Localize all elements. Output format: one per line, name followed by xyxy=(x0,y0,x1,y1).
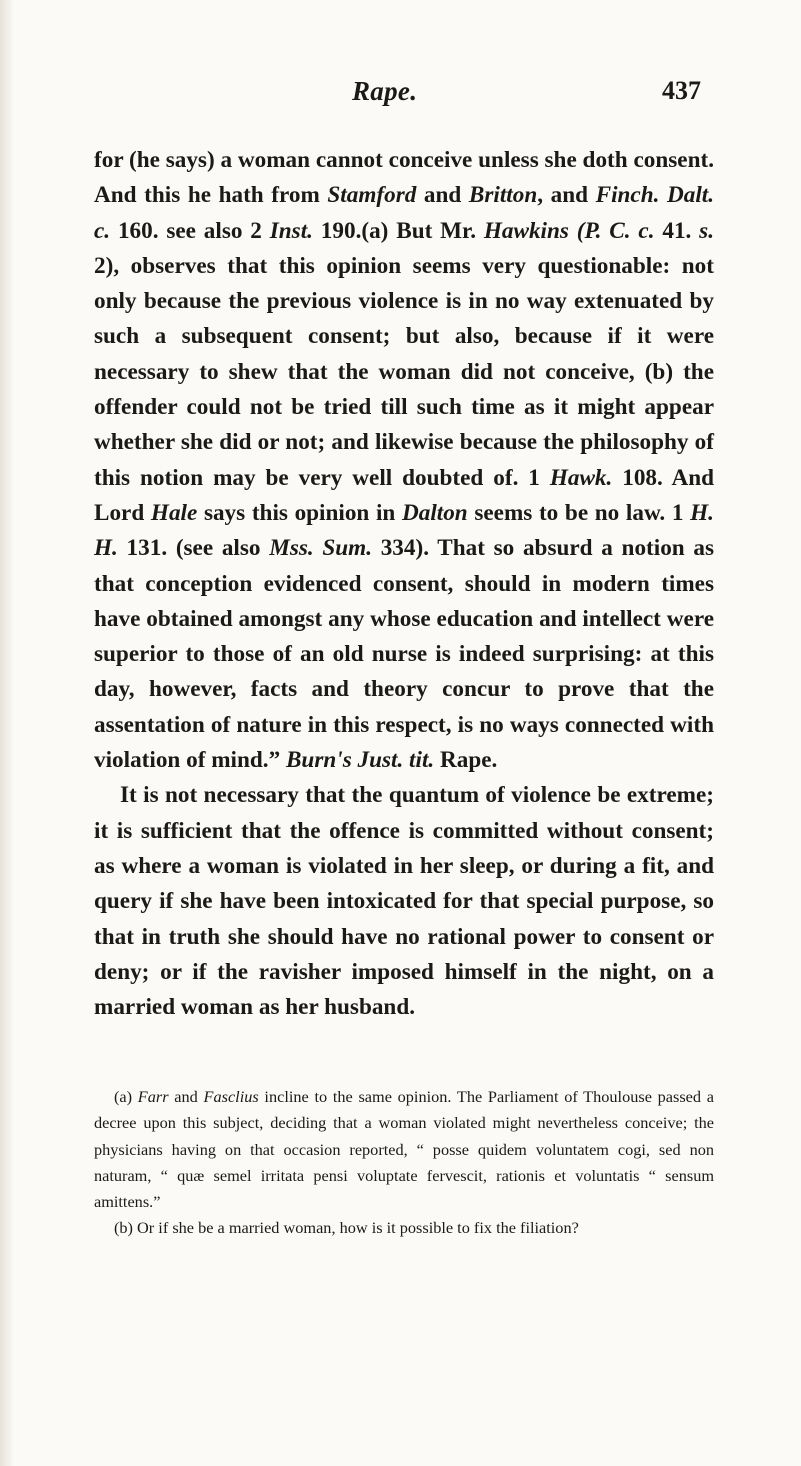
citation-hawkins: Hawkins (P. C. c. xyxy=(483,217,655,244)
text-run: 131. (see also xyxy=(117,535,270,562)
citation-mss-sum: Mss. Sum. xyxy=(269,535,372,562)
text-run: Rape. xyxy=(434,747,498,774)
paragraph-quantum-of-violence: It is not necessary that the quantum of violence be extreme; it is sufficient that the offence is committed without consent; as where a woman is violated in her sleep, or during a fit, and query if she have been intoxicated for that special purpose, so that in truth she should have no rational power to consent or deny; or if the ravisher imposed himself in the night, on a married woman as her husband. xyxy=(94,782,714,1021)
text-run: (a) xyxy=(114,1087,138,1106)
text-run: 41. xyxy=(654,217,700,244)
text-run: 334). That so absurd a notion as that conception evidenced consent, should in modern times have obtained amongst any whose education and intellect were superior to those of an old nurse is indeed surprising: at this day, however, facts and theory concur to prove that the assentation of nature in this respect, is no ways connected with violation of mind.” xyxy=(94,535,715,774)
citation-stamford: Stamford xyxy=(327,182,417,209)
running-head: Rape. xyxy=(352,76,418,106)
paragraph-conception-opinion xyxy=(94,143,714,778)
citation-dalton: Dalton xyxy=(401,499,468,526)
text-run: , and xyxy=(537,182,596,209)
text-run: 190.(a) But Mr. xyxy=(312,217,484,244)
footnote-a xyxy=(94,1084,714,1215)
body-text xyxy=(94,143,714,1025)
text-run: for (he says) a woman cannot conceive unless she doth consent. And this he hath from xyxy=(94,147,714,209)
text-run: 2), observes that this opinion seems very questionable: not only because the previous violence is in no way extenuated by such a subsequent consent; but also, because if it were necessary to shew that the woman did not conceive, (b) the offender could not be tried till such time as it might appear whether she did or not; and likewise because the philosophy of this notion may be very well doubted of. 1 xyxy=(94,252,714,491)
citation-hale: Hale xyxy=(150,499,198,526)
text-run: and xyxy=(416,182,469,209)
text-run: 108. And Lord xyxy=(94,464,714,526)
footnotes xyxy=(94,1084,714,1242)
citation-hh: H. H. xyxy=(94,499,714,562)
text-run: seems to be no law. 1 xyxy=(467,499,691,526)
page-number: 437 xyxy=(662,76,701,105)
citation-fasclius: Fasclius xyxy=(203,1087,259,1106)
citation-farr: Farr xyxy=(137,1087,169,1106)
text-run: 160. see also 2 xyxy=(110,217,270,244)
page-header xyxy=(0,76,801,116)
text-run: incline to the same opinion. The Parliament of Thoulouse passed a decree upon this subject, deciding that a woman violated might nevertheless conceive; the physicians having on that occasion reported, “ posse quidem voluntatem cogi, sed non naturam, “ quæ semel irritata pensi voluptate fervescit, rationis et voluntatis “ sensum amittens.” xyxy=(94,1087,714,1212)
page-binding-edge xyxy=(0,0,14,1466)
citation-britton: Britton xyxy=(468,182,538,209)
citation-hawk: Hawk. xyxy=(549,464,613,491)
footnote-b: (b) Or if she be a married woman, how is it possible to fix the filiation? xyxy=(114,1218,579,1238)
citation-burns-just: Burn's Just. tit. xyxy=(285,747,435,774)
citation-inst: Inst. xyxy=(269,217,313,244)
citation-section: s. xyxy=(699,217,714,244)
citation-finch-dalt: Finch. Dalt. c. xyxy=(94,182,715,244)
text-run: says this opinion in xyxy=(197,499,402,526)
text-run: and xyxy=(168,1087,204,1106)
